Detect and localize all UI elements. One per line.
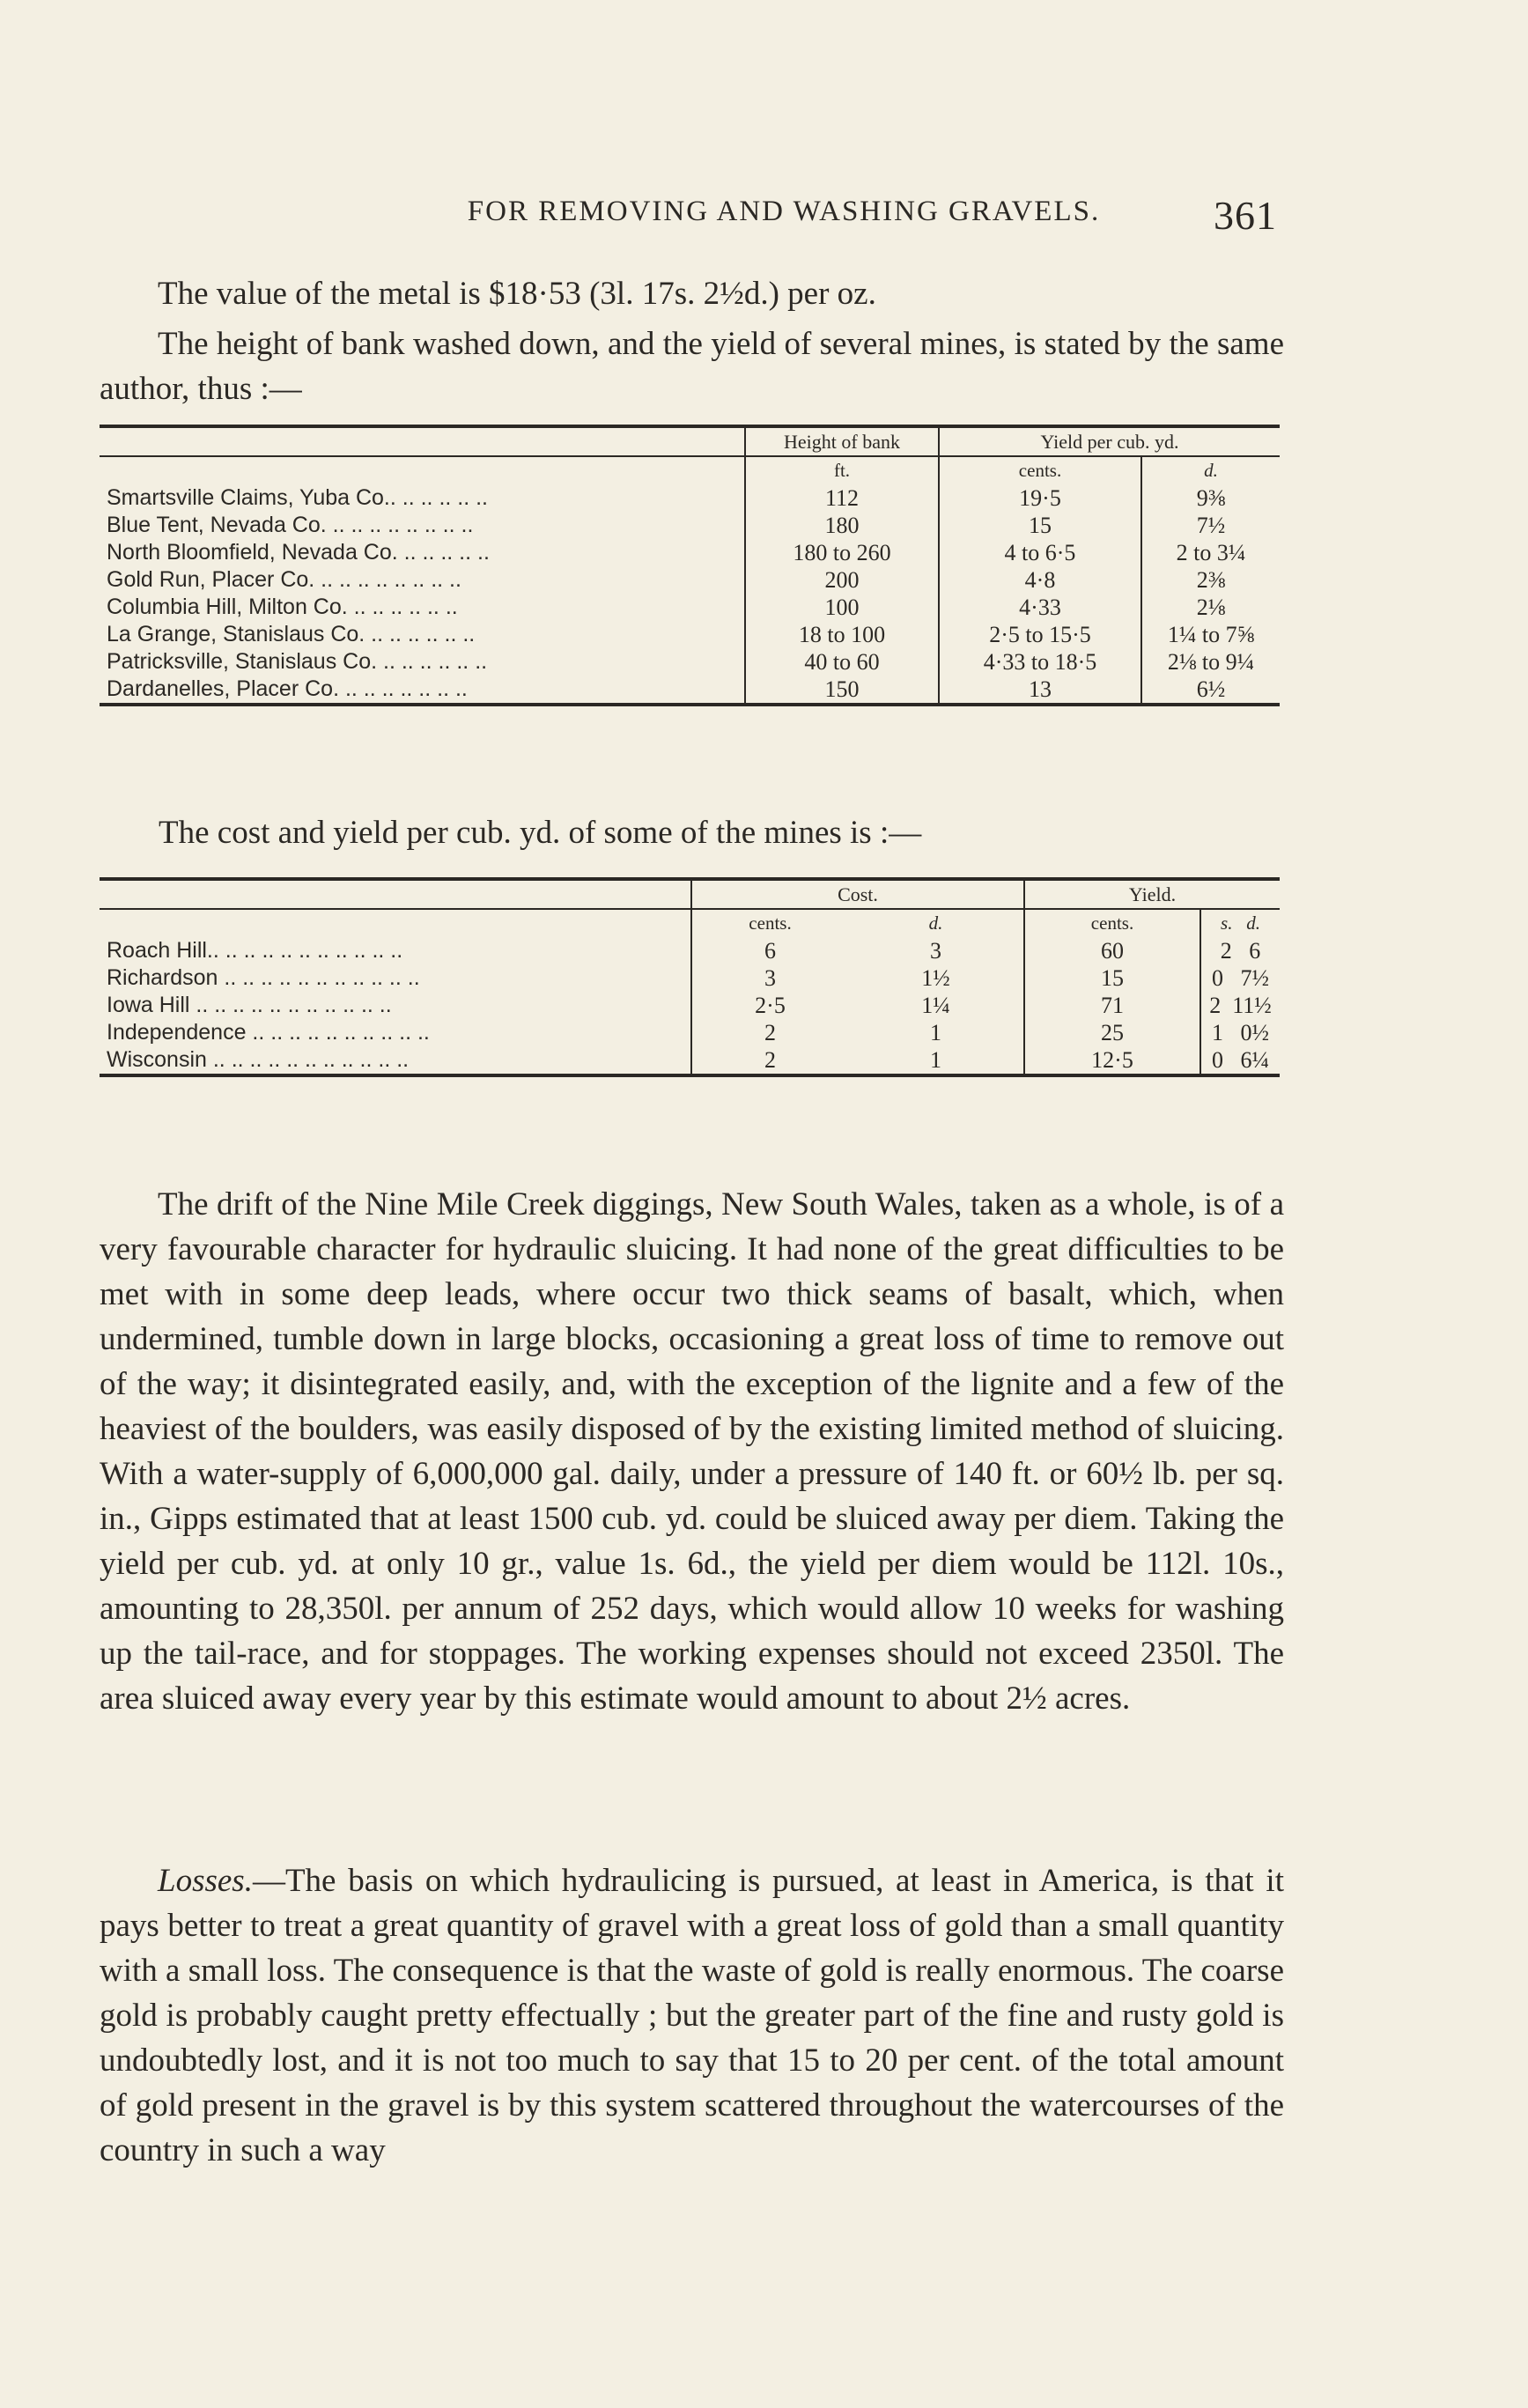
yield-cents-value: 25 [1024, 1019, 1200, 1046]
yield-cents-value: 15 [1024, 964, 1200, 992]
unit-yield-sd: s. d. [1200, 909, 1280, 937]
unit-pence: d. [1141, 456, 1280, 484]
mine-name: La Grange, Stanislaus Co. .. .. .. .. .. .. [107, 622, 476, 646]
table-row [100, 512, 1280, 539]
yield-cents-value: 60 [1024, 937, 1200, 964]
mine-name: Roach Hill.. .. .. .. .. .. .. .. .. .. .. [107, 938, 403, 963]
height-value: 100 [745, 594, 939, 621]
body-paragraph-2 [100, 1858, 1284, 2173]
unit-cents: cents. [939, 456, 1141, 484]
table-row [100, 648, 1280, 676]
table-row [100, 566, 1280, 594]
cents-value: 2·5 to 15·5 [939, 621, 1141, 648]
yield-cents-value: 12·5 [1024, 1046, 1200, 1075]
cost-yield-table [100, 877, 1280, 1077]
table-row [100, 992, 1280, 1019]
cost-pence-value: 1¼ [921, 993, 950, 1018]
yield-sd-value: 2 6 [1200, 937, 1280, 964]
cost-pence-value: 3 [930, 938, 941, 964]
height-yield-table [100, 425, 1280, 706]
cents-value: 15 [939, 512, 1141, 539]
yield-cents-value: 71 [1024, 992, 1200, 1019]
pence-value: 2⅛ [1141, 594, 1280, 621]
height-value: 180 to 260 [745, 539, 939, 566]
yield-sd-value: 1 0½ [1200, 1019, 1280, 1046]
table-row [100, 1046, 1280, 1075]
yield-header: Yield. [1024, 879, 1280, 909]
cents-value: 19·5 [939, 484, 1141, 512]
cost-cents-value: 3 [691, 964, 848, 992]
yield-header: Yield per cub. yd. [939, 426, 1280, 456]
cost-pence-value: 1 [930, 1020, 941, 1045]
mine-name: Gold Run, Placer Co. .. .. .. .. .. .. .. .. [107, 567, 461, 592]
cents-value: 4·33 [939, 594, 1141, 621]
unit-yield-cents: cents. [1024, 909, 1200, 937]
cost-cents-value: 2·5 [691, 992, 848, 1019]
cents-value: 13 [939, 676, 1141, 705]
body-paragraph-1: The drift of the Nine Mile Creek diggings, New South Wales, taken as a whole, is of a very favourable character for hydraulic sluicing. It had none of the great difficulties to be met with in some deep leads, where occur two thick seams of basalt, which, when undermined, tumble down in large blocks, occasioning a great loss of time to remove out of the way; it disintegrated easily, and, with the exception of the lignite and a few of the heaviest of the boulders, was easily disposed of by the existing limited method of sluicing. With a water-supply of 6,000,000 gal. daily, under a pressure of 140 ft. or 60½ lb. per sq. in., Gipps estimated that at least 1500 cub. yd. could be sluiced away per diem. Taking the yield per cub. yd. at only 10 gr., value 1s. 6d., the yield per diem would be 112l. 10s., amounting to 28,350l. per annum of 252 days, which would allow 10 weeks for washing up the tail-race, and for stoppages. The working expenses should not exceed 2350l. The area sluiced away every year by this estimate would amount to about 2½ acres. [100, 1186, 1284, 1717]
mine-name: North Bloomfield, Nevada Co. .. .. .. .. .. [107, 540, 490, 565]
table-row [100, 621, 1280, 648]
table-row [100, 937, 1280, 964]
mine-name: Smartsville Claims, Yuba Co.. .. .. .. .. .. [107, 485, 489, 510]
height-value: 180 [745, 512, 939, 539]
cost-cents-value: 2 [691, 1019, 848, 1046]
table2-caption: The cost and yield per cub. yd. of some of the mines is :— [159, 815, 922, 851]
unit-cost-cents: cents. [691, 909, 848, 937]
height-value: 200 [745, 566, 939, 594]
height-value: 150 [745, 676, 939, 705]
unit-cost-pence: d. [928, 912, 943, 934]
pence-value: 6½ [1141, 676, 1280, 705]
pence-value: 2⅜ [1141, 566, 1280, 594]
mine-name: Blue Tent, Nevada Co. .. .. .. .. .. .. .. .. [107, 513, 474, 537]
cents-value: 4 to 6·5 [939, 539, 1141, 566]
height-value: 112 [745, 484, 939, 512]
table-row [100, 1019, 1280, 1046]
yield-sd-value: 0 7½ [1200, 964, 1280, 992]
height-header: Height of bank [745, 426, 939, 456]
intro-line-2: The height of bank washed down, and the yield of several mines, is stated by the same author, thus :— [100, 326, 1284, 407]
cents-value: 4·33 to 18·5 [939, 648, 1141, 676]
cost-pence-value: 1 [848, 1046, 1024, 1075]
pence-value: 2 to 3¼ [1141, 539, 1280, 566]
units-row [100, 909, 1280, 937]
table-row [100, 594, 1280, 621]
unit-ft: ft. [745, 456, 939, 484]
mine-name: Richardson .. .. .. .. .. .. .. .. .. .. .. [107, 965, 420, 990]
height-value: 18 to 100 [745, 621, 939, 648]
table-header-row [100, 426, 1280, 456]
yield-sd-value: 2 11½ [1200, 992, 1280, 1019]
table-header-row [100, 879, 1280, 909]
losses-text: —The basis on which hydraulicing is pursued, at least in America, is that it pays better to treat a great quantity of gravel with a great loss of gold than a small quantity with a small loss. The consequence is that the waste of gold is really enormous. The coarse gold is probably caught pretty effectually ; but the greater part of the fine and rusty gold is undoubtedly lost, and it is not too much to say that 15 to 20 per cent. of the total amount of gold present in the gravel is by this system scattered throughout the watercourses of the country in such a way [100, 1863, 1284, 2168]
pence-value: 2⅛ to 9¼ [1141, 648, 1280, 676]
intro-line-1: The value of the metal is $18·53 (3l. 17s. 2½d.) per oz. [158, 276, 876, 312]
mine-name: Independence .. .. .. .. .. .. .. .. .. .. [107, 1020, 430, 1045]
table-row [100, 484, 1280, 512]
pence-value: 9⅜ [1141, 484, 1280, 512]
cost-pence-value: 1½ [921, 965, 950, 991]
mine-name: Iowa Hill .. .. .. .. .. .. .. .. .. .. .. [107, 993, 392, 1017]
cost-cents-value: 6 [691, 937, 848, 964]
cost-cents-value: 2 [691, 1046, 848, 1075]
table-row [100, 964, 1280, 992]
cost-header: Cost. [691, 879, 1024, 909]
units-row [100, 456, 1280, 484]
mine-name: Patricksville, Stanislaus Co. .. .. .. .. .. .. [107, 649, 488, 674]
pence-value: 1¼ to 7⅝ [1141, 621, 1280, 648]
height-value: 40 to 60 [745, 648, 939, 676]
losses-heading: Losses. [158, 1863, 253, 1899]
running-head: FOR REMOVING AND WASHING GRAVELS. [467, 196, 1101, 227]
mine-name: Wisconsin .. .. .. .. .. .. .. .. .. .. .. [100, 1046, 691, 1075]
pence-value: 7½ [1141, 512, 1280, 539]
yield-sd-value: 0 6¼ [1200, 1046, 1280, 1075]
table-row [100, 676, 1280, 705]
page-number: 361 [1214, 193, 1277, 238]
mine-name: Columbia Hill, Milton Co. .. .. .. .. .. .. [107, 595, 458, 619]
mine-name: Dardanelles, Placer Co. .. .. .. .. .. .. .. [100, 676, 745, 705]
cents-value: 4·8 [939, 566, 1141, 594]
table-row [100, 539, 1280, 566]
